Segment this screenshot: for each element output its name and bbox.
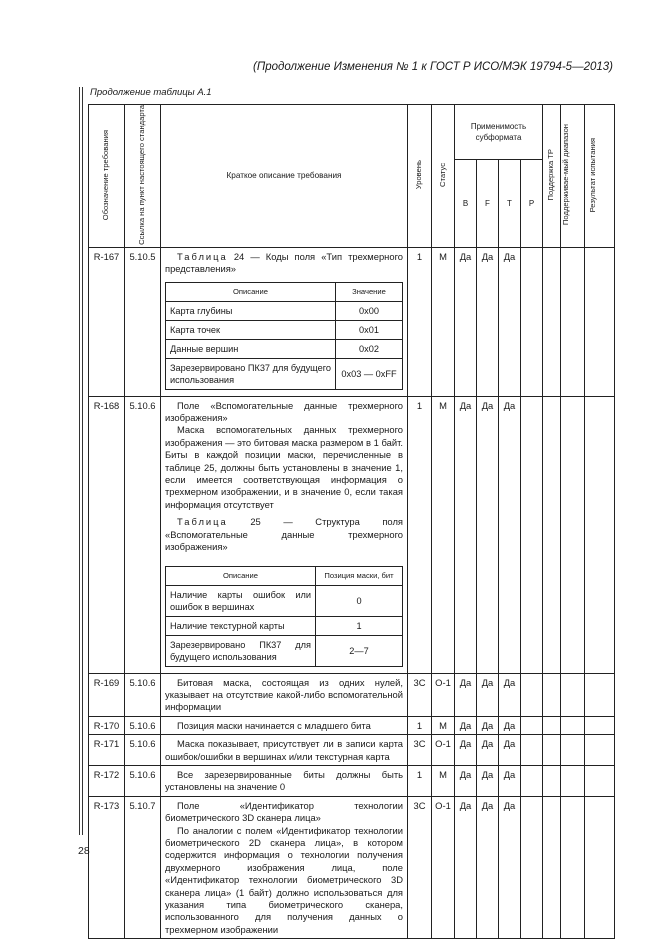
req-id: R-173 bbox=[89, 796, 125, 938]
req-id: R-172 bbox=[89, 765, 125, 796]
col-sub-f: F bbox=[477, 160, 499, 248]
req-description: Поле «Идентификатор технологии биометрического 3D сканера лица» По аналогии с полем «Идентификатор технологии биометрического 2D сканера лица», в котором содержится информация о технологии получения двухмерного изображения лица, поле «Идентификатор технологии биометрического 3D сканера лица» (1 байт) должно использоваться для указания типа биометрического сканера, использованного для получения данных о трехмерном изображении bbox=[161, 796, 408, 938]
table-row: R-173 5.10.7 Поле «Идентификатор технологии биометрического 3D сканера лица» По аналогии с полем «Идентификатор технологии биометрического 2D сканера лица», в котором содержится информация о технологии получения двухмерного изображения лица, поле «Идентификатор технологии биометрического 3D сканера лица» (1 байт) должно использоваться для указания типа биометрического сканера, использованного для получения данных о трехмерном изображении 3C O-1 Да Да Да bbox=[89, 796, 615, 938]
req-ref: 5.10.7 bbox=[125, 796, 161, 938]
col-designation: Обозначение требования bbox=[89, 105, 125, 248]
req-id: R-170 bbox=[89, 716, 125, 734]
req-ref: 5.10.6 bbox=[125, 765, 161, 796]
table-row: R-172 5.10.6 Все зарезервированные биты должны быть установлены на значение 0 1 M Да Да Да bbox=[89, 765, 615, 796]
col-level: Уровень bbox=[408, 105, 432, 248]
col-status: Статус bbox=[432, 105, 455, 248]
req-id: R-169 bbox=[89, 673, 125, 716]
req-description: Таблица 24 — Коды поля «Тип трехмерного представления» Описание Значение Карта глубины 0x00 Карта точек 0x01 Данные вершин 0x02 Зарезервировано ПК37 для будущего использования 0x03 — 0xFF bbox=[161, 247, 408, 396]
col-sub-p: P bbox=[521, 160, 543, 248]
req-ref: 5.10.5 bbox=[125, 247, 161, 396]
req-description: Позиция маски начинается с младшего бита bbox=[161, 716, 408, 734]
table-row: R-167 5.10.5 Таблица 24 — Коды поля «Тип трехмерного представления» Описание Значение Карта глубины 0x00 Карта точек 0x01 Данные вершин 0x02 Зарезервировано ПК37 для будущего использования 0x03 — 0xFF 1 M Да Да Да bbox=[89, 247, 615, 396]
page-number: 28 bbox=[78, 845, 90, 857]
req-ref: 5.10.6 bbox=[125, 396, 161, 673]
table-row: R-169 5.10.6 Битовая маска, состоящая из одних нулей, указывает на отсутствие какой-либо вспомогательной информации 3C O-1 Да Да Да bbox=[89, 673, 615, 716]
req-description: Маска показывает, присутствует ли в записи карта ошибок/ошибки в вершинах и/или текстурная карта bbox=[161, 735, 408, 766]
col-reference: Ссылка на пункт настоящего стандарта bbox=[125, 105, 161, 248]
req-ref: 5.10.6 bbox=[125, 716, 161, 734]
table-row: R-170 5.10.6 Позиция маски начинается с младшего бита 1 M Да Да Да bbox=[89, 716, 615, 734]
req-id: R-171 bbox=[89, 735, 125, 766]
col-test-results: Результат испытания bbox=[585, 105, 615, 248]
req-ref: 5.10.6 bbox=[125, 735, 161, 766]
col-sub-b: B bbox=[455, 160, 477, 248]
page-header: (Продолжение Изменения № 1 к ГОСТ Р ИСО/МЭК 19794-5—2013) bbox=[253, 61, 613, 73]
col-sub-t: T bbox=[499, 160, 521, 248]
table-row: R-171 5.10.6 Маска показывает, присутствует ли в записи карта ошибок/ошибки в вершинах и/или текстурная карта 3C O-1 Да Да Да bbox=[89, 735, 615, 766]
req-ref: 5.10.6 bbox=[125, 673, 161, 716]
inner-table: Описание Позиция маски, бит Наличие карты ошибок или ошибок в вершинах 0 Наличие текстурной карты 1 Зарезервировано ПК37 для будущего использования 2—7 bbox=[165, 566, 403, 667]
col-supported-range: Поддерживае-мый диапазон bbox=[561, 105, 585, 248]
req-id: R-168 bbox=[89, 396, 125, 673]
change-bar bbox=[79, 87, 83, 835]
req-description: Битовая маска, состоящая из одних нулей, указывает на отсутствие какой-либо вспомогательной информации bbox=[161, 673, 408, 716]
table-caption: Продолжение таблицы А.1 bbox=[90, 87, 212, 98]
req-id: R-167 bbox=[89, 247, 125, 396]
req-description: Поле «Вспомогательные данные трехмерного изображения» Маска вспомогательных данных трехмерного изображения — это битовая маска размером в 1 байт. Биты в каждой позиции маски, перечисленные в таблице 25, должны быть установлены в значение 1, если имеется соответствующая информация о трехмерном изображении, и в значение 0, если такая информация отсутствует Таблица 25 — Структура поля «Вспомогательные данные трехмерного изображения» Описание Позиция маски, бит Наличие карты ошибок или ошибок в вершинах 0 Наличие текстурной карты 1 Зарезервировано ПК37 для будущего использования 2—7 bbox=[161, 396, 408, 673]
col-applicability: Применимость субформата bbox=[455, 105, 543, 160]
inner-table: Описание Значение Карта глубины 0x00 Карта точек 0x01 Данные вершин 0x02 Зарезервировано ПК37 для будущего использования 0x03 — 0xFF bbox=[165, 282, 403, 390]
requirements-table bbox=[88, 104, 615, 939]
col-description: Краткое описание требования bbox=[161, 105, 408, 248]
col-tp-support: Поддержка ТР bbox=[543, 105, 561, 248]
table-row: R-168 5.10.6 Поле «Вспомогательные данные трехмерного изображения» Маска вспомогательных данных трехмерного изображения — это битовая маска размером в 1 байт. Биты в каждой позиции маски, перечисленные в таблице 25, должны быть установлены в значение 1, если имеется соответствующая информация о трехмерном изображении, и в значение 0, если такая информация отсутствует Таблица 25 — Структура поля «Вспомогательные данные трехмерного изображения» Описание Позиция маски, бит Наличие карты ошибок или ошибок в вершинах 0 Наличие текстурной карты 1 Зарезервировано ПК37 для будущего использования 2—7 1 M Да Да Да bbox=[89, 396, 615, 673]
req-description: Все зарезервированные биты должны быть установлены на значение 0 bbox=[161, 765, 408, 796]
